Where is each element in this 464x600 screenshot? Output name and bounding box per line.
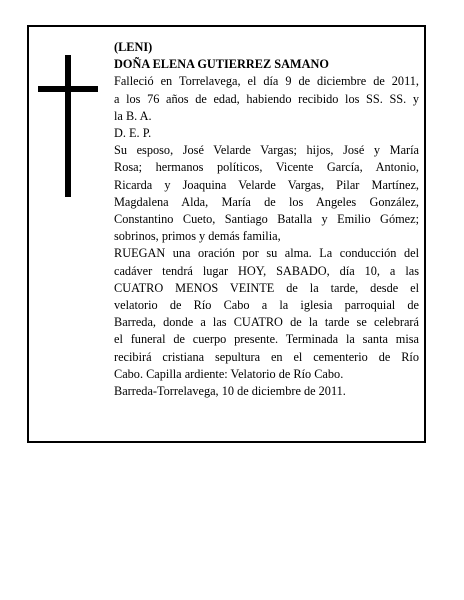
obituary-body-line: Barreda-Torrelavega, 10 de diciembre de 2011.: [114, 384, 346, 399]
obituary-body-line: Falleció en Torrelavega, el día 9 de diciembre de 2011,: [114, 74, 419, 89]
obituary-body-line: velatorio de Río Cabo a la iglesia parroquial de: [114, 298, 419, 313]
obituary-body-line: sobrinos, primos y demás familia,: [114, 229, 281, 244]
obituary-body-line: CUATRO MENOS VEINTE de la tarde, desde el: [114, 280, 419, 295]
cross-horizontal-bar: [38, 86, 98, 92]
obituary-body-line: RUEGAN una oración por su alma. La conducción del: [114, 246, 419, 261]
obituary-body-line: cadáver tendrá lugar HOY, SABADO, día 10, a las: [114, 263, 419, 278]
deceased-nickname: (LENI): [114, 40, 153, 54]
obituary-body-line: D. E. P.: [114, 126, 152, 141]
obituary-body-line: Magdalena Alda, María de los Angeles González,: [114, 194, 419, 209]
cross-vertical-bar: [65, 55, 71, 197]
obituary-body-line: Rosa; hermanos políticos, Vicente García, Antonio,: [114, 160, 419, 175]
obituary-body-line: a los 76 años de edad, habiendo recibido los SS. SS. y: [114, 91, 419, 106]
obituary-body-line: recibirá cristiana sepultura en el cementerio de Río: [114, 349, 419, 364]
obituary-body-line: la B. A.: [114, 108, 152, 123]
obituary-text: [114, 39, 419, 400]
obituary-body: [114, 73, 419, 400]
cross-icon: [38, 55, 98, 197]
obituary-body-line: Barreda, donde a las CUATRO de la tarde se celebrará: [114, 315, 419, 330]
deceased-name: DOÑA ELENA GUTIERREZ SAMANO: [114, 57, 329, 72]
obituary-body-line: Su esposo, José Velarde Vargas; hijos, José y María: [114, 143, 419, 158]
obituary-body-line: Ricarda y Joaquina Velarde Vargas, Pilar Martínez,: [114, 177, 419, 192]
obituary-body-line: Cabo. Capilla ardiente: Velatorio de Río Cabo.: [114, 366, 344, 381]
obituary-body-line: Constantino Cueto, Santiago Batalla y Emilio Gómez;: [114, 212, 419, 227]
obituary-body-line: el funeral de cuerpo presente. Terminada la santa misa: [114, 332, 419, 347]
